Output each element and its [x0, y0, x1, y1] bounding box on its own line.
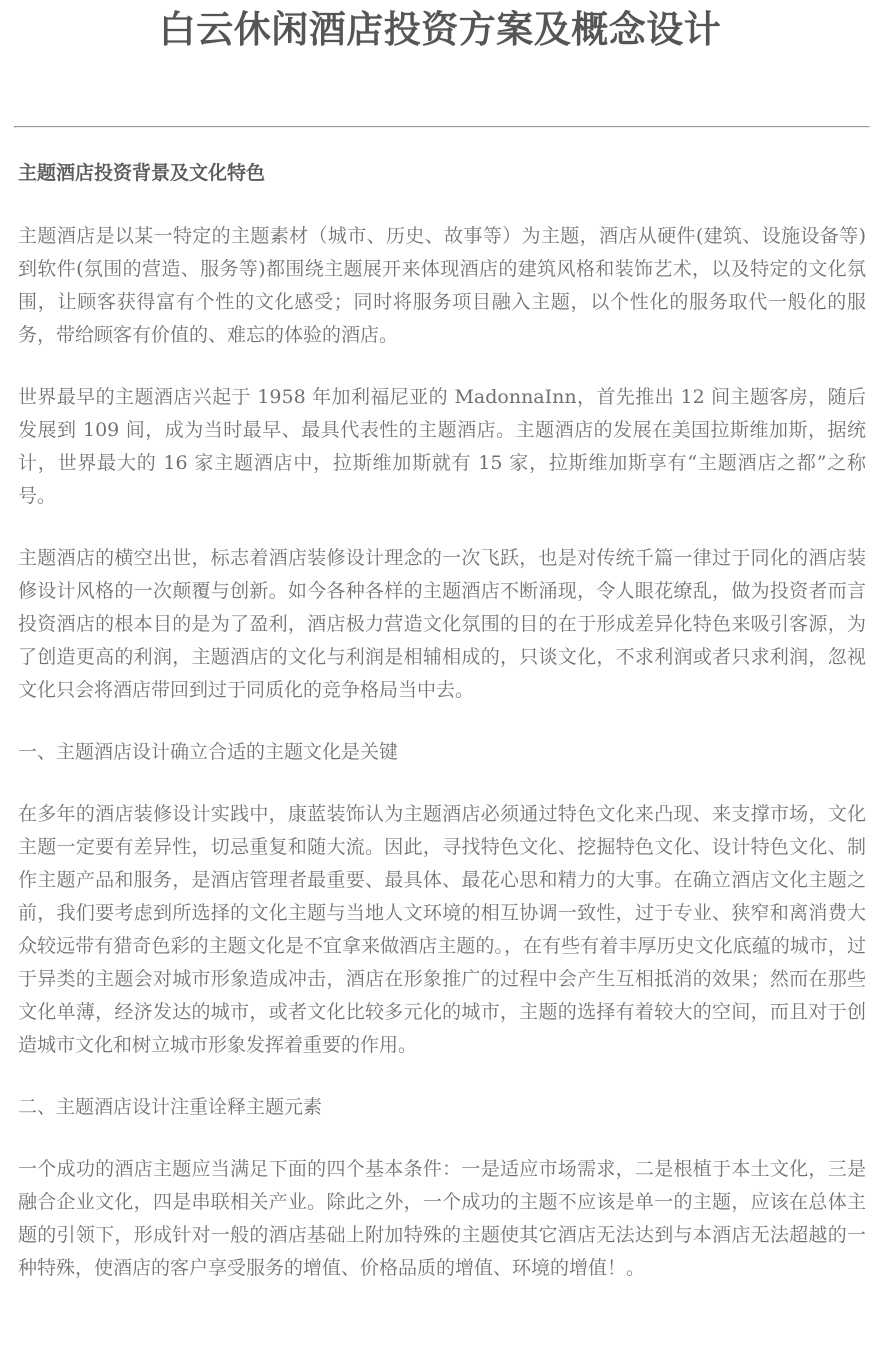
section-heading: 主题酒店投资背景及文化特色: [18, 162, 266, 184]
paragraph-culture-selection: 在多年的酒店装修设计实践中，康蓝装饰认为主题酒店必须通过特色文化来凸现、来支撑市场，文化主题一定要有差异性，切忌重复和随大流。因此，寻找特色文化、挖掘特色文化、设计特色文化、制作主题产品和服务，是酒店管理者最重要、最具体、最花心思和精力的大事。在确立酒店文化主题之前，我们要考虑到所选择的文化主题与当地人文环境的相互协调一致性，过于专业、狭窄和离消费大众较远带有猎奇色彩的主题文化是不宜拿来做酒店主题的。，在有些有着丰厚历史文化底蕴的城市，过于异类的主题会对城市形象造成冲击，酒店在形象推广的过程中会产生互相抵消的效果；然而在那些文化单薄，经济发达的城市，或者文化比较多元化的城市，主题的选择有着较大的空间，而且对于创造城市文化和树立城市形象发挥着重要的作用。: [18, 803, 866, 1056]
paragraph-success-conditions: 一个成功的酒店主题应当满足下面的四个基本条件：一是适应市场需求，二是根植于本土文化，三是融合企业文化，四是串联相关产业。除此之外，一个成功的主题不应该是单一的主题，应该在总体主题的引领下，形成针对一般的酒店基础上附加特殊的主题使其它酒店无法达到与本酒店无法超越的一种特殊，使酒店的客户享受服务的增值、价格品质的增值、环境的增值！。: [18, 1158, 866, 1279]
paragraph-theme-hotel-innovation: 主题酒店的横空出世，标志着酒店装修设计理念的一次飞跃，也是对传统千篇一律过于同化的酒店装修设计风格的一次颠覆与创新。如今各种各样的主题酒店不断涌现，令人眼花缭乱，做为投资者而言投资酒店的根本目的是为了盈利，酒店极力营造文化氛围的目的在于形成差异化特色来吸引客源，为了创造更高的利润，主题酒店的文化与利润是相辅相成的，只谈文化，不求利润或者只求利润，忽视文化只会将酒店带回到过于同质化的竞争格局当中去。: [18, 547, 866, 701]
subheading-culture-key: 一、主题酒店设计确立合适的主题文化是关键: [18, 741, 399, 763]
paragraph-theme-hotel-history: 世界最早的主题酒店兴起于 1958 年加利福尼亚的 MadonnaInn，首先推出 12 间主题客房，随后发展到 109 间，成为当时最早、最具代表性的主题酒店。主题酒店的发展在美国拉斯维加斯，据统计，世界最大的 16 家主题酒店中，拉斯维加斯就有 15 家，拉斯维加斯享有“主题酒店之都”之称号。: [18, 386, 866, 507]
paragraph-theme-hotel-definition: 主题酒店是以某一特定的主题素材（城市、历史、故事等）为主题，酒店从硬件(建筑、设施设备等)到软件(氛围的营造、服务等)都围绕主题展开来体现酒店的建筑风格和装饰艺术，以及特定的文化氛围，让顾客获得富有个性的文化感受；同时将服务项目融入主题，以个性化的服务取代一般化的服务，带给顾客有价值的、难忘的体验的酒店。: [18, 225, 866, 346]
document-body: [18, 157, 866, 1314]
document-title: 白云休闲酒店投资方案及概念设计: [158, 8, 722, 51]
title-divider: [14, 126, 870, 128]
subheading-theme-elements: 二、主题酒店设计注重诠释主题元素: [18, 1096, 323, 1118]
